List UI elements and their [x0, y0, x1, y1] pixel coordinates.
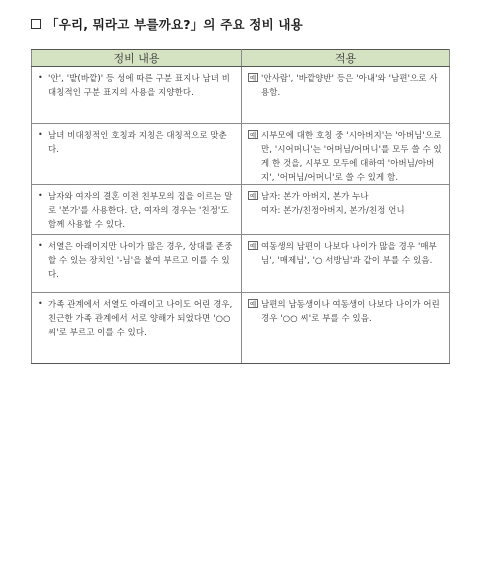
revision-content-text: 남녀 비대칭적인 호칭과 지칭은 대칭적으로 맞춘다. [48, 130, 227, 154]
application-cell [242, 235, 450, 293]
revision-table [31, 49, 450, 364]
example-marker-icon: 예 [249, 131, 257, 139]
bullet-icon: • [38, 130, 43, 139]
example-marker-icon: 예 [249, 192, 257, 200]
example-marker-icon: 예 [249, 300, 257, 308]
example-marker-icon: 예 [249, 74, 257, 82]
revision-content-text: 서열은 아래이지만 나이가 많은 경우, 상대를 존중할 수 있는 장치인 '-님'을 붙여 부르고 이를 수 있다. [48, 241, 233, 279]
application-text: '안사람', '바깥양반' 등은 '아내'와 '남편'으로 사용함. [261, 73, 438, 97]
revision-content-text: 가족 관계에서 서열도 아래이고 나이도 어린 경우, 친근한 가족 관계에서 서로 양해가 되었다면 '○○ 씨'로 부르고 이를 수 있다. [48, 299, 233, 337]
application-cell [242, 124, 450, 185]
revision-content-cell [32, 67, 242, 124]
revision-content-cell [32, 293, 242, 364]
table-row [32, 185, 450, 235]
revision-content-text: 남자와 여자의 결혼 이전 친부모의 집을 이르는 말로 '본가'를 사용한다. 단, 여자의 경우는 '친정'도 함께 사용할 수 있다. [48, 191, 233, 229]
table-row [32, 67, 450, 124]
bullet-icon: • [38, 241, 43, 250]
section-title [31, 15, 303, 33]
application-cell [242, 293, 450, 364]
table-row [32, 235, 450, 293]
bullet-icon: • [38, 73, 43, 82]
table-header-row [32, 50, 450, 67]
checkbox-icon [31, 19, 41, 29]
revision-content-text: '안', '밭(바깥)' 등 성에 따른 구분 표지나 남녀 비대칭적인 구분 표지의 사용을 지양한다. [48, 73, 231, 97]
application-text: 남편의 남동생이나 여동생이 나보다 나이가 어린 경우 '○○ 씨'로 부를 수 있음. [261, 299, 440, 323]
bullet-icon: • [38, 191, 43, 200]
application-text: 시부모에 대한 호칭 중 '시아버지'는 '아버님'으로만, '시어머니'는 '어머님/어머니'를 모두 쓸 수 있게 한 것을, 시부모 모두에 대하여 '아버님/아버지', '어머님/어머니'로 쓸 수 있게 함. [261, 130, 442, 182]
application-cell [242, 185, 450, 235]
section-title-text: 「우리, 뭐라고 부를까요?」의 주요 정비 내용 [46, 17, 303, 32]
revision-content-cell [32, 235, 242, 293]
example-marker-icon: 예 [249, 242, 257, 250]
header-revision-content: 정비 내용 [32, 50, 242, 67]
application-text: 남자: 본가 아버지, 본가 누나 여자: 본가/친정아버지, 본가/친정 언니 [261, 191, 405, 215]
revision-content-cell [32, 124, 242, 185]
bullet-icon: • [38, 299, 43, 308]
header-application: 적용 [242, 50, 450, 67]
revision-content-cell [32, 185, 242, 235]
application-text: 여동생의 남편이 나보다 나이가 많을 경우 '매부님', '매제님', '○ 서방님'과 같이 부를 수 있음. [261, 241, 437, 265]
table-row [32, 293, 450, 364]
table-row [32, 124, 450, 185]
application-cell [242, 67, 450, 124]
